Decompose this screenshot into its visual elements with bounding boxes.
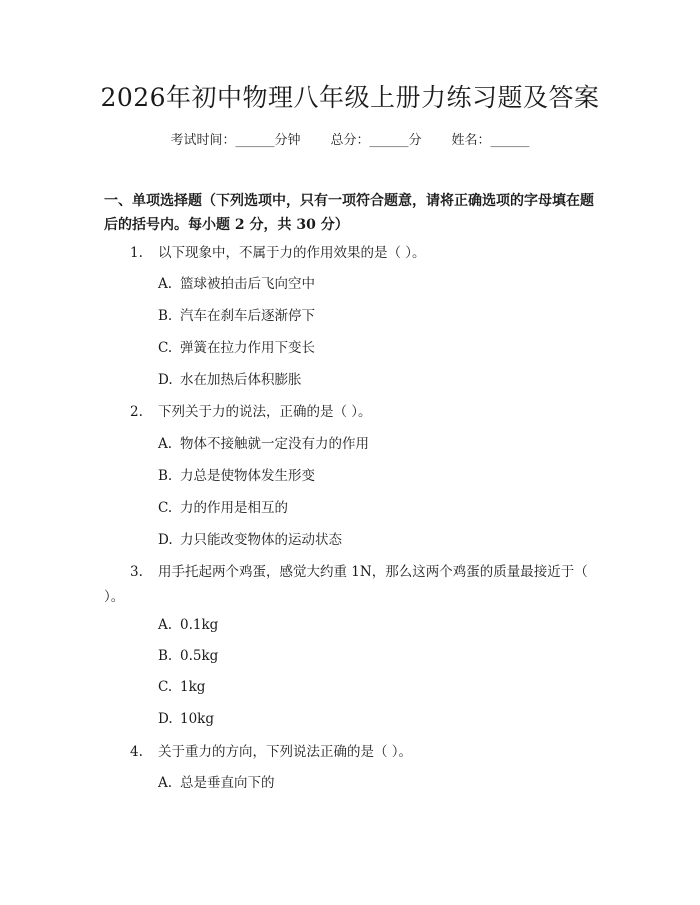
option-text: 力只能改变物体的运动状态 <box>180 532 342 548</box>
option-text: 水在加热后体积膨胀 <box>180 372 302 388</box>
option-2-c <box>158 498 288 518</box>
option-letter: D. <box>158 532 173 548</box>
option-4-a <box>158 773 275 793</box>
question-number: 4. <box>130 744 143 760</box>
question-stem: 关于重力的方向，下列说法正确的是（ ）。 <box>158 744 413 760</box>
question-4 <box>104 740 596 765</box>
option-2-d <box>158 530 342 550</box>
option-2-b <box>158 466 315 486</box>
option-3-d <box>158 709 214 729</box>
option-3-a <box>158 615 218 635</box>
option-letter: C. <box>158 679 173 695</box>
option-3-b <box>158 646 218 666</box>
question-number: 1. <box>130 245 143 261</box>
option-letter: A. <box>158 775 173 791</box>
option-1-b <box>158 306 315 326</box>
question-3 <box>104 560 596 610</box>
question-1 <box>104 241 596 266</box>
option-text: 篮球被拍击后飞向空中 <box>180 276 315 292</box>
option-3-c <box>158 677 205 697</box>
option-letter: B. <box>158 468 173 484</box>
option-1-a <box>158 274 315 294</box>
option-letter: A. <box>158 617 173 633</box>
option-letter: D. <box>158 372 173 388</box>
option-text: 0.1kg <box>180 617 219 633</box>
option-letter: D. <box>158 711 173 727</box>
option-letter: A. <box>158 436 173 452</box>
option-text: 弹簧在拉力作用下变长 <box>180 340 315 356</box>
question-stem: 以下现象中，不属于力的作用效果的是（ ）。 <box>158 245 426 261</box>
option-text: 0.5kg <box>180 648 219 664</box>
option-text: 物体不接触就一定没有力的作用 <box>180 436 369 452</box>
question-2 <box>104 400 596 425</box>
option-text: 总是垂直向下的 <box>180 775 275 791</box>
option-1-d <box>158 370 302 390</box>
option-letter: B. <box>158 648 173 664</box>
option-text: 力的作用是相互的 <box>180 500 288 516</box>
option-text: 10kg <box>180 711 215 727</box>
option-1-c <box>158 338 315 358</box>
question-number: 3. <box>130 564 143 580</box>
exam-info-line <box>0 131 700 151</box>
student-name-label: 姓名：______ <box>451 133 530 148</box>
question-stem: 下列关于力的说法，正确的是（ ）。 <box>158 404 372 420</box>
question-stem: 用手托起两个鸡蛋，感觉大约重 1N，那么这两个鸡蛋的质量最接近于（ ）。 <box>104 564 588 605</box>
question-number: 2. <box>130 404 143 420</box>
option-letter: A. <box>158 276 173 292</box>
exam-time-label: 考试时间：______分钟 <box>170 133 301 148</box>
section-heading: 一、单项选择题（下列选项中，只有一项符合题意，请将正确选项的字母填在题后的括号内。每小题 2 分，共 30 分） <box>104 193 594 233</box>
option-letter: C. <box>158 500 173 516</box>
option-2-a <box>158 434 369 454</box>
option-text: 1kg <box>180 679 206 695</box>
option-text: 力总是使物体发生形变 <box>180 468 315 484</box>
option-letter: B. <box>158 308 173 324</box>
option-text: 汽车在刹车后逐渐停下 <box>180 308 315 324</box>
option-letter: C. <box>158 340 173 356</box>
page-title: 2026年初中物理八年级上册力练习题及答案 <box>100 83 600 112</box>
total-score-label: 总分：______分 <box>330 133 422 148</box>
